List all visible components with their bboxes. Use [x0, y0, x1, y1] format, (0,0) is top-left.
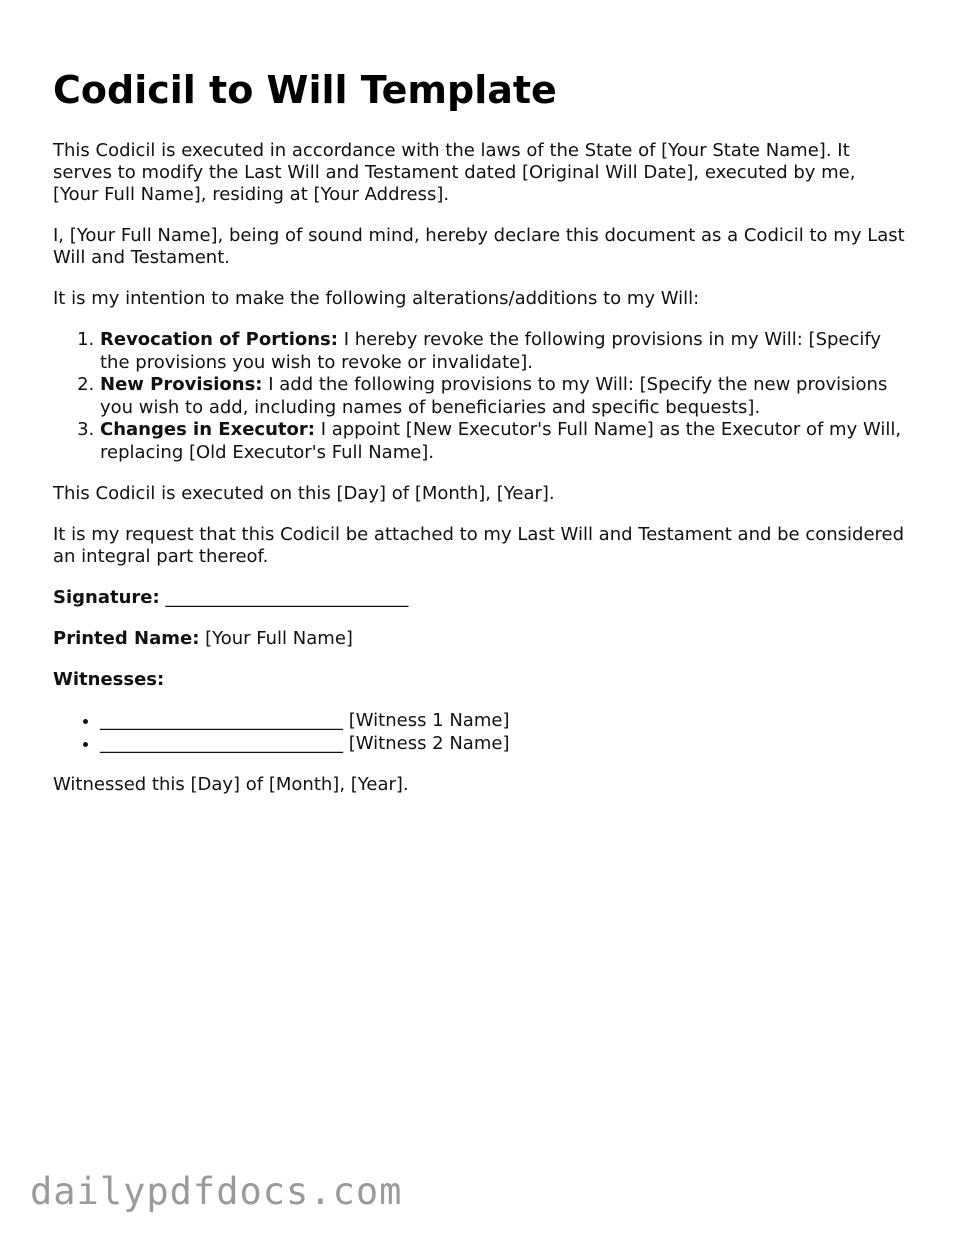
list-item-heading: New Provisions:	[100, 374, 263, 395]
list-item-revocation	[100, 329, 905, 374]
list-item-heading: Revocation of Portions:	[100, 329, 338, 350]
list-item-executor	[100, 419, 905, 464]
watermark: dailypdfdocs.com	[30, 1170, 403, 1213]
execution-date-paragraph: This Codicil is executed on this [Day] of [Month], [Year].	[53, 483, 555, 504]
signature-blank: ___________________________	[159, 587, 409, 608]
witnessed-paragraph: Witnessed this [Day] of [Month], [Year].	[53, 774, 409, 795]
declaration-paragraph: I, [Your Full Name], being of sound mind, hereby declare this document as a Codicil to my Last Will and Testament.	[53, 225, 905, 268]
request-paragraph: It is my request that this Codicil be attached to my Last Will and Testament and be considered an integral part thereof.	[53, 524, 905, 567]
intention-paragraph: It is my intention to make the following alterations/additions to my Will:	[53, 288, 700, 309]
alterations-list	[53, 329, 905, 464]
printed-name-line	[53, 628, 905, 650]
witness-list	[53, 710, 905, 755]
list-item-text: I add the following provisions to my Will: [Specify the new provisions you wish to add, including names of beneficiaries and specific bequests].	[100, 374, 888, 418]
list-item-heading: Changes in Executor:	[100, 419, 315, 440]
document-page	[53, 64, 905, 815]
witness-item-2: • ___________________________ [Witness 2 Name]	[100, 733, 905, 756]
witnesses-heading	[53, 669, 905, 691]
printed-name-value: [Your Full Name]	[199, 628, 353, 649]
witness-item-1: • ___________________________ [Witness 1 Name]	[100, 710, 905, 733]
witnesses-label: Witnesses:	[53, 669, 165, 690]
document-title: Codicil to Will Template	[53, 68, 557, 112]
signature-line	[53, 587, 905, 609]
signature-label: Signature:	[53, 587, 160, 608]
list-item-text: I hereby revoke the following provisions in my Will: [Specify the provisions you wish to revoke or invalidate].	[100, 329, 882, 373]
list-item-text: I appoint [New Executor's Full Name] as the Executor of my Will, replacing [Old Executor's Full Name].	[100, 419, 902, 463]
intro-paragraph: This Codicil is executed in accordance with the laws of the State of [Your State Name]. It serves to modify the Last Will and Testament dated [Original Will Date], executed by me, [Your Full Name], residing at [Your Address].	[53, 140, 856, 205]
printed-name-label: Printed Name:	[53, 628, 200, 649]
list-item-new-provisions	[100, 374, 905, 419]
